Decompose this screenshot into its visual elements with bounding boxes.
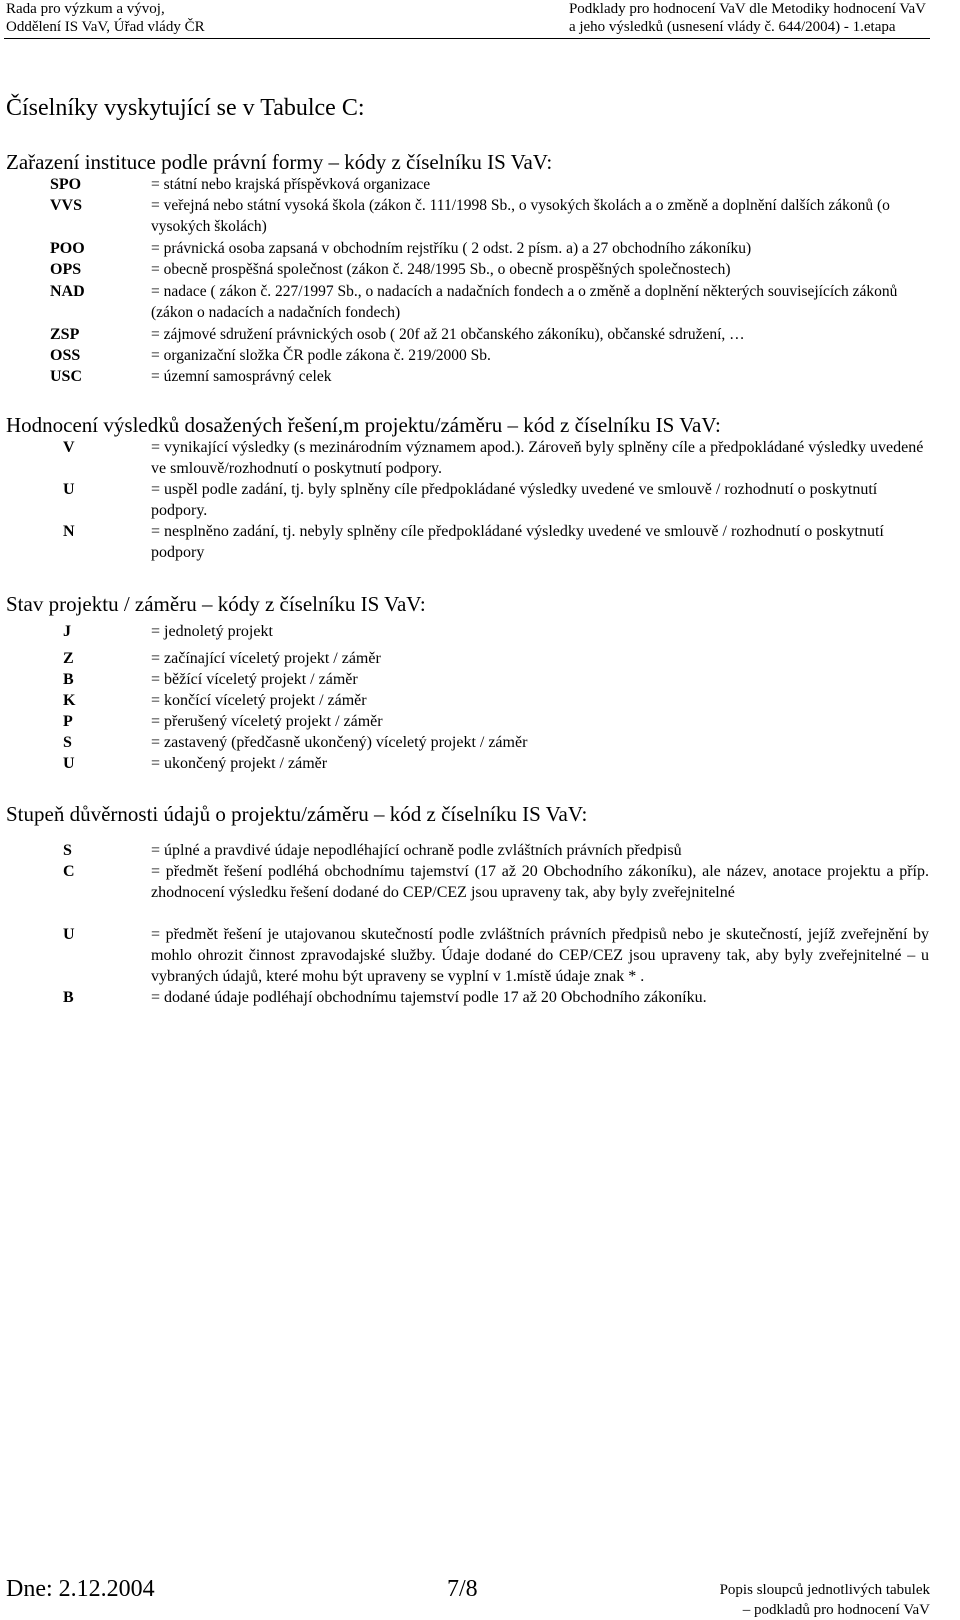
item-description: = končící víceletý projekt / záměr [151,692,367,709]
header-left [6,0,205,36]
item-code: P [63,713,73,730]
section-heading-project-status: Stav projektu / záměru – kódy z číselníku IS VaV: [6,592,426,616]
item-code: U [63,926,75,943]
item-code: B [63,671,74,688]
item-description: = zastavený (předčasně ukončený) víceletý projekt / záměr [151,734,528,751]
item-description: = nesplněno zadání, tj. nebyly splněny cíle předpokládané výsledky uvedené ve smlouvě / rozhodnutí o poskytnutí podpory [151,523,884,561]
item-description: = dodané údaje podléhají obchodnímu tajemství podle 17 až 20 Obchodního zákoníku. [151,989,707,1006]
page-number: 7/8 [447,1576,478,1602]
item-description: = předmět řešení podléhá obchodnímu tajemství (17 až 20 Obchodního zákoníku), ale název, anotace projektu a příp. zhodnocení výsledku řešení dodané do CEP/CEZ jsou upraveny tak, aby byly zveřejnitelné [151,863,929,901]
header-doc-title: Podklady pro hodnocení VaV dle Metodiky hodnocení VaV [568,1,926,17]
footer-doc-label [720,1580,930,1620]
item-description: = uspěl podle zadání, tj. byly splněny cíle předpokládané výsledky uvedené ve smlouvě / rozhodnutí o poskytnutí podpory. [151,481,878,519]
footer-date: Dne: 2.12.2004 [6,1576,155,1602]
item-description: = úplné a pravdivé údaje nepodléhající ochraně podle zvláštních právních předpisů [151,842,682,859]
item-description: = nadace ( zákon č. 227/1997 Sb., o nadacích a nadačních fondech a o změně a doplnění některých souvisejících zákonů (zákon o nadacích a nadačních fondech) [151,283,898,321]
item-code: VVS [50,197,83,214]
item-code: SPO [50,176,82,193]
item-code: V [63,439,75,456]
footer-doc-line2: – podkladů pro hodnocení VaV [742,1602,930,1618]
item-code: USC [50,368,83,385]
item-description: = ukončený projekt / záměr [151,755,328,772]
page-title: Číselníky vyskytující se v Tabulce C: [6,95,365,121]
item-description: = přerušený víceletý projekt / záměr [151,713,383,730]
item-description: = vynikající výsledky (s mezinárodním významem apod.). Zároveň byly splněny cíle a předpokládané výsledky uvedené ve smlouvě/rozhodnutí o poskytnutí podpory. [151,439,924,477]
header-dept: Oddělení IS VaV, Úřad vlády ČR [6,19,205,35]
item-description: = právnická osoba zapsaná v obchodním rejstříku ( 2 odst. 2 písm. a) a 27 obchodního zákoníku) [151,240,752,257]
item-code: OPS [50,261,82,278]
item-code: OSS [50,347,81,364]
item-description: = jednoletý projekt [151,623,273,640]
header-right [569,0,926,36]
item-description: = zájmové sdružení právnických osob ( 20f až 21 občanského zákoníku), občanské sdružení, … [151,326,745,343]
item-description: = státní nebo krajská příspěvková organizace [151,176,431,193]
item-description: = veřejná nebo státní vysoká škola (zákon č. 111/1998 Sb., o vysokých školách a o změně a doplnění dalších zákonů (o vysokých školách) [151,197,890,235]
item-code: U [63,481,75,498]
item-code: S [63,842,72,859]
item-code: K [63,692,76,709]
header-org: Rada pro výzkum a vývoj, [6,1,165,17]
item-description: = obecně prospěšná společnost (zákon č. 248/1995 Sb., o obecně prospěšných společnostech) [151,261,731,278]
item-code: ZSP [50,326,80,343]
section-heading-results: Hodnocení výsledků dosažených řešení,m projektu/záměru – kód z číselníku IS VaV: [6,413,721,437]
header-doc-subtitle: a jeho výsledků (usnesení vlády č. 644/2004) - 1.etapa [568,19,896,35]
item-code: C [63,863,75,880]
item-description: = územní samosprávný celek [151,368,332,385]
item-code: Z [63,650,74,667]
section-heading-confidentiality: Stupeň důvěrnosti údajů o projektu/záměru – kód z číselníku IS VaV: [6,802,588,826]
item-description: = běžící víceletý projekt / záměr [151,671,358,688]
item-code: NAD [50,283,85,300]
item-code: U [63,755,75,772]
section-heading-legal-form: Zařazení instituce podle právní formy – kódy z číselníku IS VaV: [6,150,553,174]
item-description: = začínající víceletý projekt / záměr [151,650,381,667]
item-description: = předmět řešení je utajovanou skutečností podle zvláštních právních předpisů nebo je skutečností, jejíž zveřejnění by mohlo ohrozit činnost zpravodajské služby. Údaje dodané do CEP/CEZ jsou upraveny tak, aby byly zveřejnitelné – u vybraných údajů, které mohu být upraveny se vyplní v 1.místě údaje znak * . [151,926,929,985]
item-code: POO [50,240,85,257]
item-code: B [63,989,74,1006]
item-description: = organizační složka ČR podle zákona č. 219/2000 Sb. [151,347,491,364]
header-divider [4,38,930,39]
item-code: J [63,623,71,640]
footer-doc-line1: Popis sloupců jednotlivých tabulek [719,1582,930,1598]
item-code: S [63,734,72,751]
item-code: N [63,523,75,540]
